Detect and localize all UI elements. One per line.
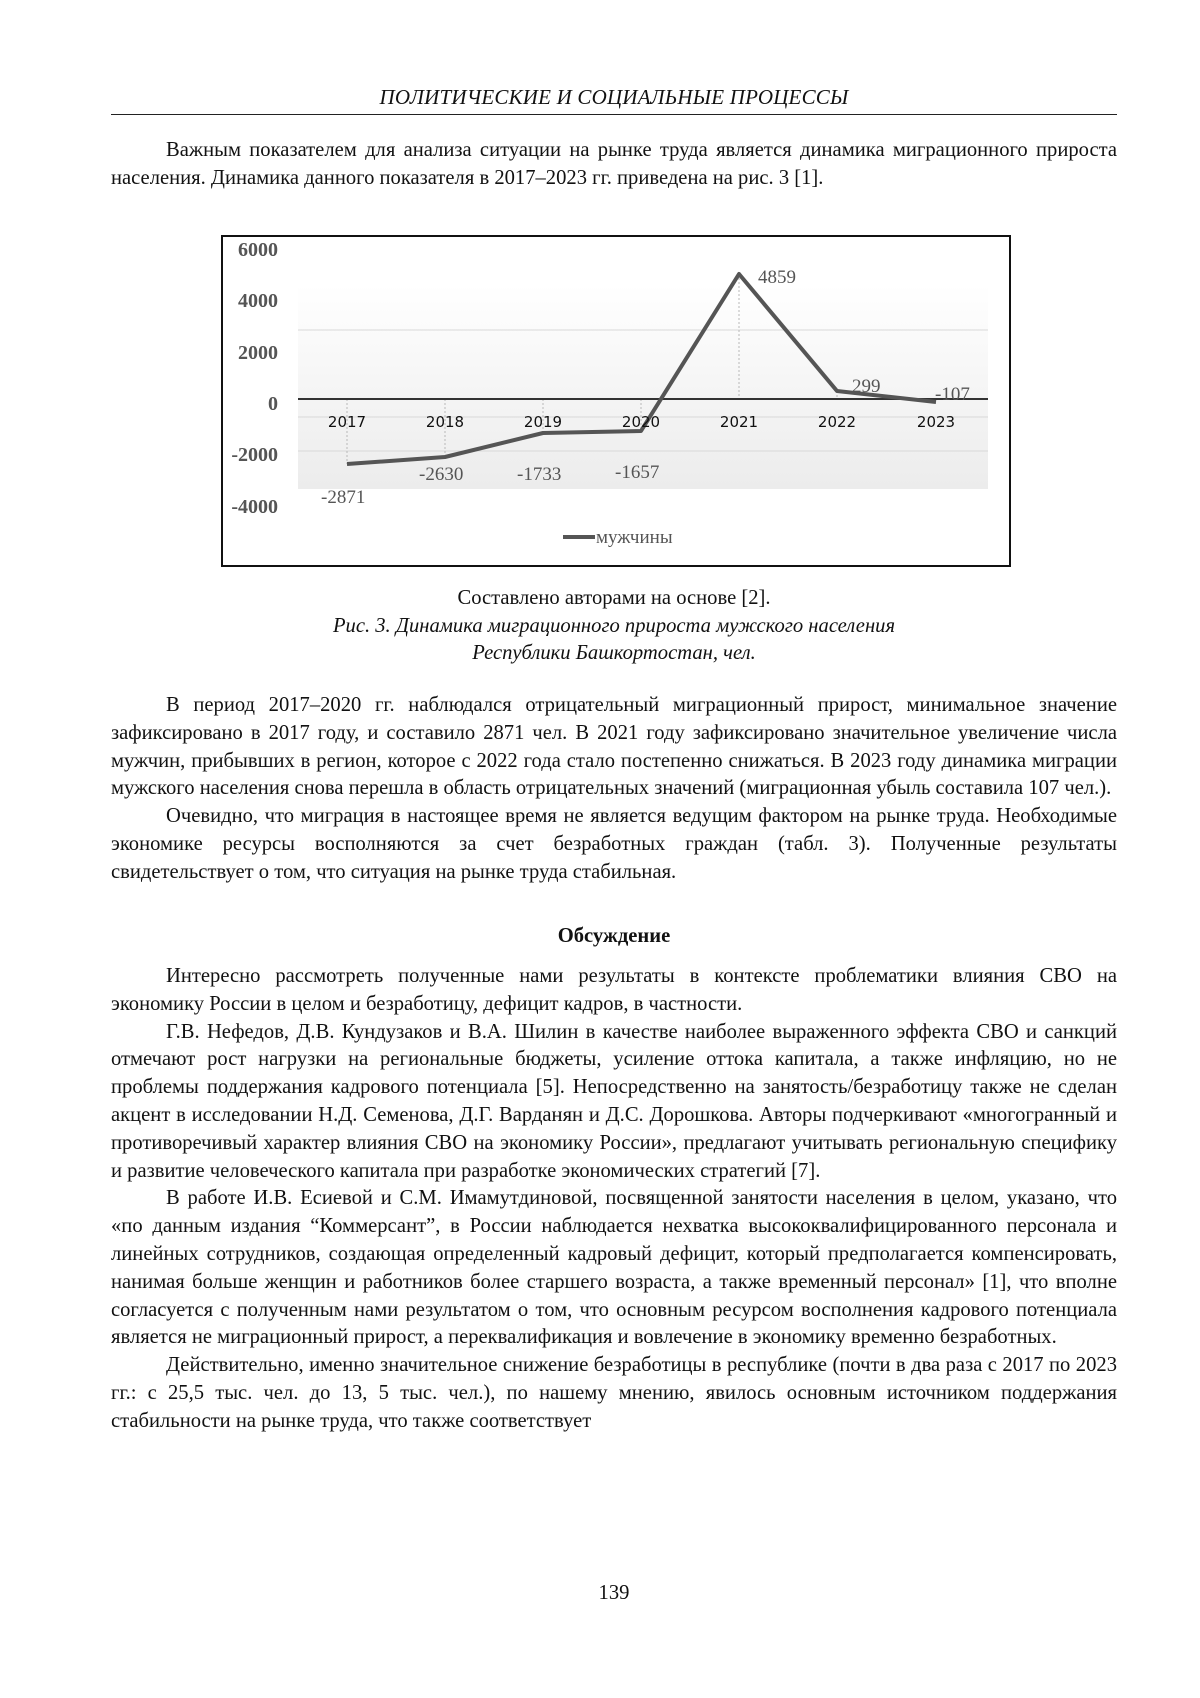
data-label: -2630 bbox=[419, 464, 464, 485]
discussion-section bbox=[111, 963, 1117, 1436]
figure-source-note: Составлено авторами на основе [2]. bbox=[457, 587, 771, 609]
discussion-paragraph: В работе И.В. Есиевой и С.М. Имамутдиновой, посвященной занятости населения в целом, указано, что «по данным издания “Коммерсант”, в России наблюдается нехватка высококвалифицированного персонала и линейных сотрудников, создающая определенный кадровый дефицит, который предполагается компенсировать, нанимая больше женщин и работников более старшего возраста, а также временный персонал» [1], что вполне согласуется с полученным нами результатом о том, что основным ресурсом восполнения кадрового потенциала является не миграционный прирост, а переквалификация и вовлечение в экономику временно безработных. bbox=[111, 1187, 1117, 1349]
figure-3-chart bbox=[221, 235, 1011, 567]
line-chart-svg bbox=[223, 237, 1009, 565]
intro-section bbox=[111, 137, 1117, 193]
discussion-paragraph: Интересно рассмотреть полученные нами результаты в контексте проблематики влияния СВО на экономику России в целом и безработицу, дефицит кадров, в частности. bbox=[111, 965, 1117, 1015]
x-tick: 2020 bbox=[621, 413, 661, 431]
x-tick: 2021 bbox=[719, 413, 759, 431]
y-tick: -4000 bbox=[231, 496, 278, 518]
figure-caption-line1: Рис. 3. Динамика миграционного прироста мужского населения bbox=[332, 615, 896, 637]
header-rule bbox=[111, 114, 1117, 115]
discussion-paragraph: Действительно, именно значительное снижение безработицы в республике (почти в два раза с 2017 по 2023 гг.: с 25,5 тыс. чел. до 13, 5 тыс. чел.), по нашему мнению, явилось основным источником поддержания стабильности на рынке труда, что также соответствует bbox=[111, 1354, 1117, 1432]
intro-paragraph: Важным показателем для анализа ситуации на рынке труда является динамика миграционного прироста населения. Динамика данного показателя в 2017–2023 гг. приведена на рис. 3 [1]. bbox=[111, 139, 1117, 189]
x-tick: 2018 bbox=[425, 413, 465, 431]
data-label: -107 bbox=[935, 384, 970, 405]
legend-label: мужчины bbox=[596, 527, 673, 548]
y-axis-labels bbox=[231, 239, 278, 518]
x-tick: 2019 bbox=[523, 413, 563, 431]
section-title-discussion: Обсуждение bbox=[557, 925, 671, 947]
data-label: 299 bbox=[852, 376, 881, 397]
x-tick: 2017 bbox=[327, 413, 367, 431]
data-label: -1733 bbox=[517, 464, 562, 485]
data-label: -2871 bbox=[321, 487, 366, 508]
running-head-title: ПОЛИТИЧЕСКИЕ И СОЦИАЛЬНЫЕ ПРОЦЕССЫ bbox=[379, 85, 849, 109]
figure-caption-line2: Республики Башкортостан, чел. bbox=[472, 642, 756, 664]
data-label: 4859 bbox=[758, 267, 796, 288]
data-label: -1657 bbox=[615, 462, 660, 483]
x-tick: 2023 bbox=[916, 413, 956, 431]
body-paragraph: В период 2017–2020 гг. наблюдался отрицательный миграционный прирост, минимальное значение зафиксировано в 2017 году, и составило 2871 чел. В 2021 году зафиксировано значительное увеличение числа мужчин, прибывших в регион, которое с 2022 года стало постепенно снижаться. В 2023 году динамика миграции мужского населения снова перешла в область отрицательных значений (миграционная убыль составила 107 чел.). bbox=[111, 694, 1117, 800]
results-section bbox=[111, 692, 1117, 887]
y-tick: 2000 bbox=[238, 342, 278, 364]
y-tick: 6000 bbox=[238, 239, 278, 261]
y-tick: 4000 bbox=[238, 290, 278, 312]
discussion-paragraph: Г.В. Нефедов, Д.В. Кундузаков и В.А. Шилин в качестве наиболее выраженного эффекта СВО и санкций отмечают рост нагрузки на региональные бюджеты, усиление оттока капитала, а также инфляцию, но не проблемы поддержания кадрового потенциала [5]. Непосредственно на занятость/безработицу также не сделан акцент в исследовании Н.Д. Семенова, Д.Г. Варданян и Д.С. Дорошкова. Авторы подчеркивают «многогранный и противоречивый характер влияния СВО на экономику России», предлагают учитывать региональную специфику и развитие человеческого капитала при разработке экономических стратегий [7]. bbox=[111, 1020, 1117, 1182]
x-tick: 2022 bbox=[817, 413, 857, 431]
y-tick: 0 bbox=[268, 393, 278, 415]
y-tick: -2000 bbox=[231, 444, 278, 466]
page-number: 139 bbox=[598, 1582, 630, 1604]
body-paragraph: Очевидно, что миграция в настоящее время не является ведущим фактором на рынке труда. Необходимые экономике ресурсы восполняются за счет безработных граждан (табл. 3). Полученные результаты свидетельствует о том, что ситуация на рынке труда стабильная. bbox=[111, 805, 1117, 883]
